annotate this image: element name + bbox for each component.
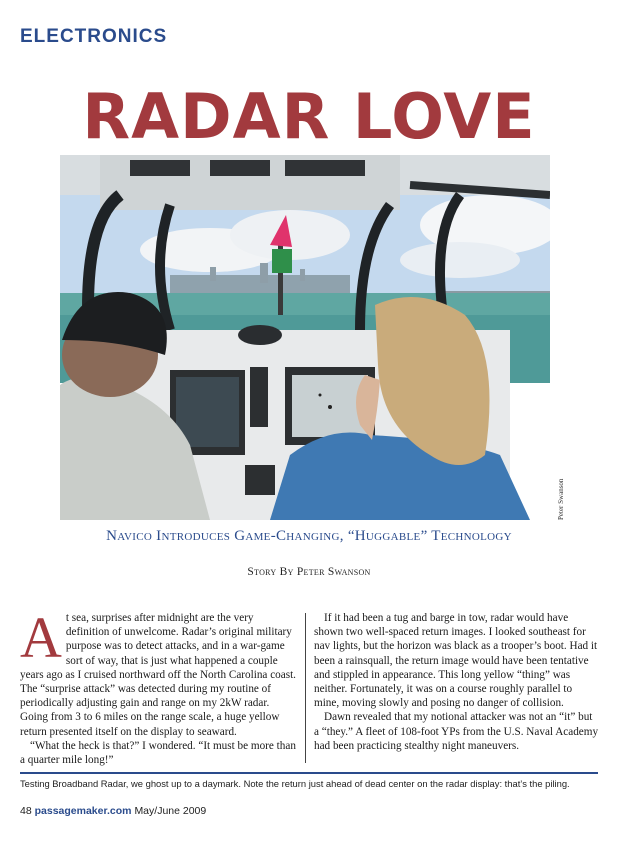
website-link[interactable]: passagemaker.com (34, 805, 132, 817)
section-label: ELECTRONICS (20, 26, 168, 47)
drop-cap: A (20, 605, 62, 670)
paragraph-text: t sea, surprises after midnight are the very definition of unwelcome. Radar’s original military purpose was to detect attacks, and in a war-game sort of way, that is just what happened a couple years ago as I cruised northward off the North Carolina coast. The “surprise attack” was detected during my routine of periodically adjusting gain and range on my 2kW radar. Going from 3 to 6 miles on the range scale, a huge yellow return presented itself on the display to seaward. (20, 612, 296, 738)
photo-credit-text: Peter Swanson (557, 478, 565, 520)
headline: RADAR LOVE (82, 80, 536, 153)
caption-divider (20, 772, 598, 774)
deck-subtitle: Navico Introduces Game-Changing, “Huggable” Technology (106, 528, 512, 544)
page-footer (20, 805, 206, 817)
article-column-right (314, 611, 600, 753)
photo-credit (555, 472, 571, 520)
paragraph-text: If it had been a tug and barge in tow, radar would have shown two well-spaced return images. I looked southeast for nav lights, but the horizon was black as a trooper’s boot. Had it been a rainsquall, the return image would have been tentative and stippled in appearance. This long yellow “thing” was neither. Fortunately, it was on a course roughly parallel to mine, moving slowly and posing no danger of collision. (314, 612, 598, 710)
paragraph-text: “What the heck is that?” I wondered. “It must be more than a quarter mile long!” (20, 739, 296, 767)
paragraph-text: Dawn revealed that my notional attacker was not an “it” but a “they.” A fleet of 108-foot YPs from the U.S. Naval Academy had been practicing stealthy night maneuvers. (314, 711, 599, 752)
issue-date: May/June 2009 (134, 805, 207, 817)
photo-caption: Testing Broadband Radar, we ghost up to a daymark. Note the return just ahead of dead center on the radar display: that’s the piling. (20, 778, 570, 789)
column-divider (305, 613, 306, 763)
page-number: 48 (20, 805, 32, 817)
byline: Story By Peter Swanson (247, 566, 371, 578)
feature-photo (60, 155, 550, 520)
article-column-left (20, 580, 298, 767)
